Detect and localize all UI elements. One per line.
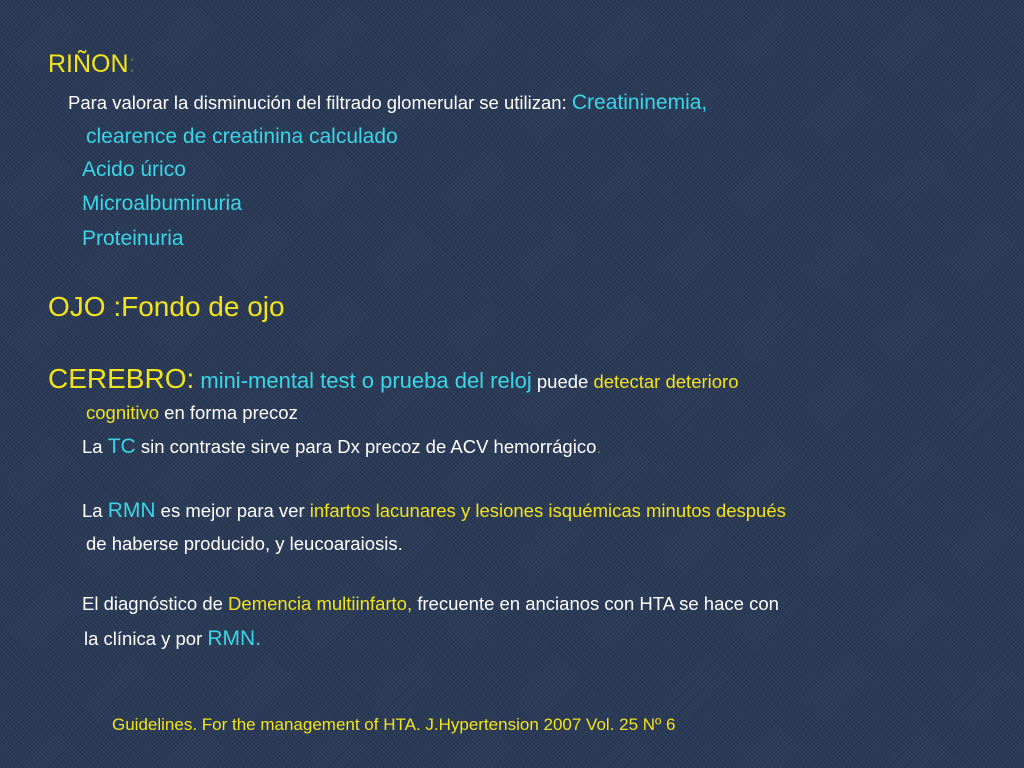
brain-dementia-text: frecuente en ancianos con HTA se hace con xyxy=(412,593,779,614)
brain-tc-dot: . xyxy=(596,436,602,457)
kidney-title: RIÑON xyxy=(48,50,129,78)
brain-cognitivo: cognitivo xyxy=(86,402,160,423)
brain-detect: detectar deterioro xyxy=(593,371,739,392)
kidney-item: Acido úrico xyxy=(82,158,186,181)
brain-dementia-term: Demencia multiinfarto, xyxy=(228,593,413,614)
brain-title: CEREBRO: xyxy=(48,363,195,394)
brain-tc-la: La xyxy=(82,436,108,457)
brain-tc-line xyxy=(82,436,602,457)
brain-rmn-text: es mejor para ver xyxy=(155,500,310,521)
brain-rmn-label: RMN xyxy=(107,499,156,522)
eye-heading: OJO :Fondo de ojo xyxy=(48,291,285,322)
brain-tests: mini-mental test o prueba del reloj xyxy=(194,368,532,393)
kidney-intro-text: Para valorar la disminución del filtrado glomerular se utilizan: xyxy=(68,92,572,113)
kidney-item: Microalbuminuria xyxy=(82,192,242,215)
brain-dementia-rmn: RMN. xyxy=(207,627,262,650)
brain-puede: puede xyxy=(531,371,594,392)
kidney-item: Proteinuria xyxy=(82,227,184,250)
brain-tc-text: sin contraste sirve para Dx precoz de ACV hemorrágico xyxy=(135,436,597,457)
brain-rmn-la: La xyxy=(82,500,108,521)
kidney-heading xyxy=(48,52,136,77)
brain-rmn-line2: de haberse producido, y leucoaraiosis. xyxy=(86,533,403,554)
brain-line2 xyxy=(86,404,298,423)
brain-tc-label: TC xyxy=(107,435,136,458)
brain-rmn-line xyxy=(82,500,786,521)
brain-precoz: en forma precoz xyxy=(159,402,298,423)
brain-heading-line xyxy=(48,365,739,393)
brain-rmn-infartos: infartos lacunares y lesiones isquémicas minutos después xyxy=(309,500,786,521)
kidney-intro xyxy=(68,92,707,113)
reference-citation: Guidelines. For the management of HTA. J.Hypertension 2007 Vol. 25 Nº 6 xyxy=(112,715,676,734)
brain-dementia-pre: El diagnóstico de xyxy=(82,593,229,614)
kidney-title-colon: : xyxy=(128,50,136,78)
brain-dementia-line xyxy=(82,595,779,614)
brain-dementia-line2 xyxy=(84,628,261,649)
brain-dementia-clinica: la clínica y por xyxy=(84,628,208,649)
kidney-item: clearence de creatinina calculado xyxy=(86,125,398,148)
kidney-intro-highlight: Creatininemia, xyxy=(571,91,708,114)
